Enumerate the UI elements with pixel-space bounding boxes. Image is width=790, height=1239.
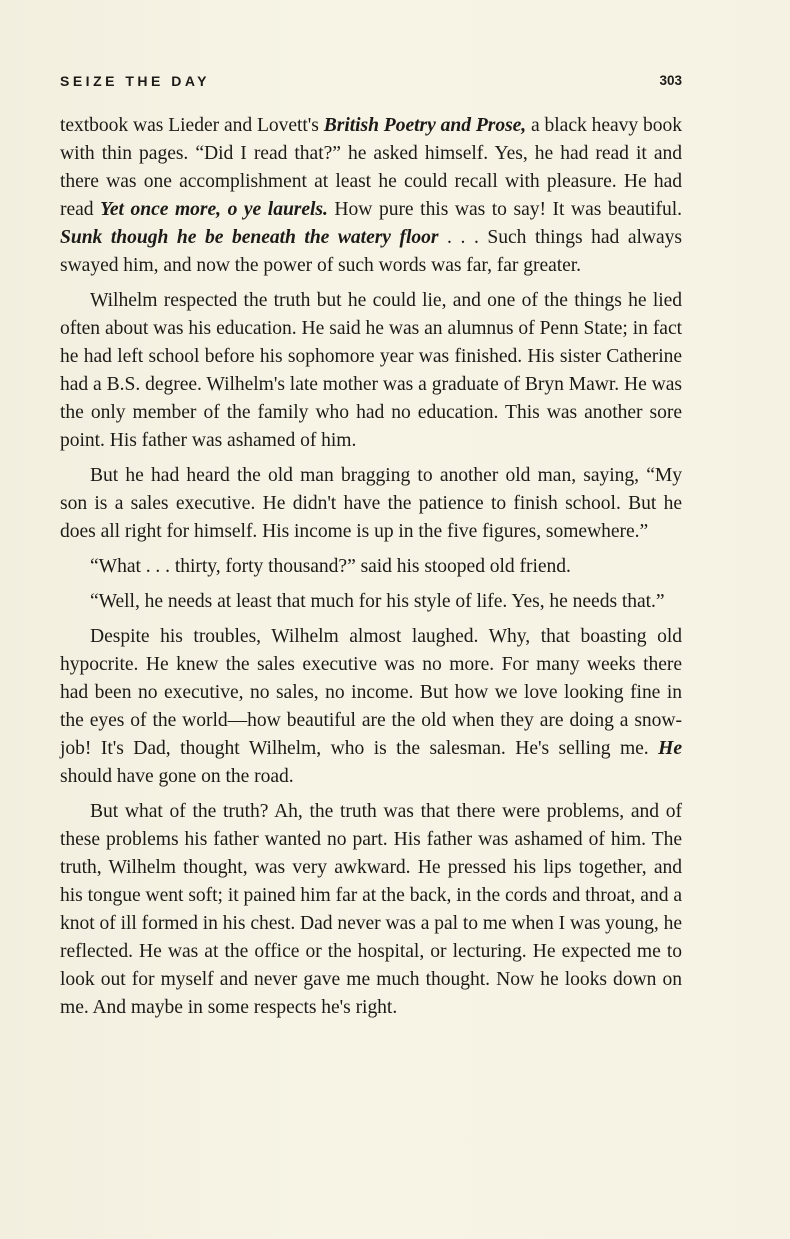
text-run: a black heavy book with thin pages. “Did I read that?” he asked himself. Yes, he had read it and there was one accomplishment at least he could recall with pleasure. He had read	[60, 115, 682, 220]
running-head	[60, 73, 682, 95]
italic-text: British Poetry and Prose,	[323, 115, 527, 136]
text-run: Despite his troubles, Wilhelm almost laughed. Why, that boasting old hypocrite. He knew the sales executive was no more. For many weeks there had been no executive, no sales, no income. But how we love looking fine in the eyes of the world—how beautiful are the old when they are doing a snow-job! It's Dad, thought Wilhelm, who is the salesman. He's selling me.	[60, 626, 682, 759]
paragraph	[60, 553, 682, 581]
text-run: . . . Such things had always swayed him, and now the power of such words was far, far greater.	[60, 227, 682, 276]
paragraph	[60, 623, 682, 791]
text-run: Wilhelm respected the truth but he could lie, and one of the things he lied often about was his education. He said he was an alumnus of Penn State; in fact he had left school before his sophomore year was finished. His sister Catherine had a B.S. degree. Wilhelm's late mother was a graduate of Bryn Mawr. He was the only member of the family who had no education. This was another sore point. His father was ashamed of him.	[60, 290, 682, 451]
text-run: “What . . . thirty, forty thousand?” said his stooped old friend.	[90, 556, 571, 577]
page-number: 303	[659, 73, 682, 88]
paragraph	[60, 588, 682, 616]
paragraph	[60, 462, 682, 546]
text-run: should have gone on the road.	[60, 766, 294, 787]
paragraph	[60, 112, 682, 280]
paragraph	[60, 287, 682, 455]
text-run: But what of the truth? Ah, the truth was that there were problems, and of these problems his father wanted no part. His father was ashamed of him. The truth, Wilhelm thought, was very awkward. He pressed his lips together, and his tongue went soft; it pained him far at the back, in the cords and throat, and a knot of ill formed in his chest. Dad never was a pal to me when I was young, he reflected. He was at the office or the hospital, or lecturing. He expected me to look out for myself and never gave me much thought. Now he looks down on me. And maybe in some respects he's right.	[60, 801, 682, 1018]
text-run: How pure this was to say! It was beautiful.	[327, 199, 682, 220]
italic-text: He	[658, 738, 682, 759]
text-run: But he had heard the old man bragging to another old man, saying, “My son is a sales executive. He didn't have the patience to finish school. But he does all right for himself. His income is up in the five figures, somewhere.”	[60, 465, 682, 542]
italic-text: Sunk though he be beneath the watery floor	[60, 227, 439, 248]
paragraph	[60, 798, 682, 1022]
text-run: “Well, he needs at least that much for his style of life. Yes, he needs that.”	[90, 591, 665, 612]
running-title: SEIZE THE DAY	[60, 73, 211, 89]
body-text	[60, 112, 682, 1029]
italic-text: Yet once more, o ye laurels.	[100, 199, 328, 220]
text-run: textbook was Lieder and Lovett's	[60, 115, 324, 136]
